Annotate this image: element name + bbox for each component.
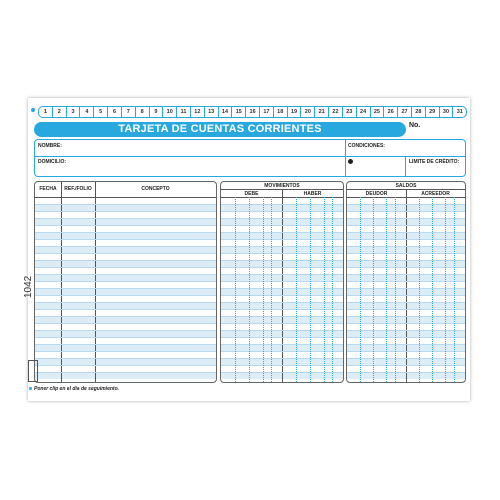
ledger-concepto-box [34, 181, 217, 383]
row-line [35, 302, 216, 303]
account-card [23, 98, 470, 401]
row-line [35, 204, 216, 205]
row-stripe [35, 302, 216, 309]
row-line [347, 260, 465, 261]
haber-header: HABER [303, 191, 322, 197]
day-cell: 29 [425, 107, 439, 117]
day-cell: 21 [314, 107, 328, 117]
row-line [35, 309, 216, 310]
row-line [35, 246, 216, 247]
row-line [35, 344, 216, 345]
row-line [347, 204, 465, 205]
day-cell: 1 [43, 109, 47, 115]
row-line [35, 323, 216, 324]
customer-fields-box [34, 139, 466, 177]
header-divider [347, 197, 465, 198]
row-stripe [35, 344, 216, 351]
day-cell: 11 [176, 107, 190, 117]
row-line [347, 330, 465, 331]
row-line [35, 239, 216, 240]
amount-guide [360, 197, 361, 382]
day-strip [38, 106, 467, 118]
domicilio-label: DOMICILIO: [38, 159, 67, 165]
row-stripe [35, 358, 216, 365]
day-cell: 5 [93, 107, 107, 117]
clip-note: Poner clip en el día de seguimiento. [34, 386, 120, 392]
row-line [347, 316, 465, 317]
row-stripe [35, 372, 216, 379]
row-line [347, 253, 465, 254]
row-line [347, 295, 465, 296]
saldos-header: SALDOS [395, 183, 417, 189]
row-line [35, 358, 216, 359]
ledger-saldos-box [346, 181, 466, 383]
row-line [35, 316, 216, 317]
day-cell: 12 [190, 107, 204, 117]
row-line [347, 344, 465, 345]
day-cell: 27 [397, 107, 411, 117]
day-cell: 13 [204, 107, 218, 117]
day-cell: 14 [218, 107, 232, 117]
row-line [35, 218, 216, 219]
row-line [347, 302, 465, 303]
row-stripe [35, 288, 216, 295]
day-cell: 7 [121, 107, 135, 117]
amount-guide [296, 197, 297, 382]
fecha-header: FECHA [39, 186, 57, 192]
day-cell: 24 [356, 107, 370, 117]
day-cell: 3 [66, 107, 80, 117]
row-line [347, 211, 465, 212]
day-cell: 23 [342, 107, 356, 117]
clip-note-dot [29, 387, 32, 390]
publisher-logo [28, 360, 38, 382]
amount-guide [271, 197, 272, 382]
form-number: 1042 [23, 275, 34, 298]
amount-guide [324, 197, 325, 382]
day-cell: 16 [245, 107, 259, 117]
concepto-header: CONCEPTO [141, 186, 170, 192]
amount-guide [263, 197, 264, 382]
amount-guide [445, 197, 446, 382]
row-line [347, 267, 465, 268]
row-line [35, 225, 216, 226]
row-line [347, 288, 465, 289]
row-line [35, 260, 216, 261]
nombre-label: NOMBRE: [38, 143, 62, 149]
row-line [35, 274, 216, 275]
ledger-movimientos-box [220, 181, 344, 383]
row-stripe [35, 316, 216, 323]
row-line [347, 365, 465, 366]
condiciones-label: CONDICIONES: [348, 143, 385, 149]
day-cell: 20 [300, 107, 314, 117]
row-line [35, 253, 216, 254]
day-cell: 26 [383, 107, 397, 117]
day-cell: 2 [52, 107, 66, 117]
amount-guide [235, 197, 236, 382]
row-line [35, 211, 216, 212]
row-stripe [35, 274, 216, 281]
row-line [347, 239, 465, 240]
row-line [347, 281, 465, 282]
card-title: TARJETA DE CUENTAS CORRIENTES [34, 122, 406, 137]
amount-guide [454, 197, 455, 382]
row-line [35, 288, 216, 289]
day-cell: 25 [370, 107, 384, 117]
row-stripe [35, 204, 216, 211]
day-cell: 8 [135, 107, 149, 117]
acreedor-header: ACREEDOR [421, 191, 450, 197]
amount-guide [310, 197, 311, 382]
row-line [347, 274, 465, 275]
day-cell: 18 [273, 107, 287, 117]
row-line [347, 323, 465, 324]
debe-header: DEBE [244, 191, 259, 197]
row-line [347, 358, 465, 359]
day-cell: 22 [328, 107, 342, 117]
day-cell: 19 [287, 107, 301, 117]
day-cell: 9 [149, 107, 163, 117]
row-line [347, 372, 465, 373]
amount-guide [386, 197, 387, 382]
amount-guide [432, 197, 433, 382]
row-line [347, 337, 465, 338]
day-cell: 6 [107, 107, 121, 117]
row-stripe [35, 232, 216, 239]
clip-marker-dot [31, 108, 35, 112]
row-line [347, 309, 465, 310]
row-line [35, 337, 216, 338]
clock-icon [348, 159, 353, 164]
row-stripe [35, 260, 216, 267]
row-line [347, 232, 465, 233]
amount-guide [395, 197, 396, 382]
row-line [35, 281, 216, 282]
movimientos-header: MOVIMIENTOS [264, 183, 300, 189]
row-stripe [35, 246, 216, 253]
row-line [347, 225, 465, 226]
day-cell: 30 [439, 107, 453, 117]
row-line [35, 372, 216, 373]
header-divider [35, 197, 216, 198]
limite-credito-label: LIMITE DE CRÉDITO: [409, 159, 460, 165]
day-cell: 4 [79, 107, 93, 117]
day-cell: 17 [259, 107, 273, 117]
row-line [35, 267, 216, 268]
row-line [35, 365, 216, 366]
day-cell: 15 [231, 107, 245, 117]
day-cell: 10 [162, 107, 176, 117]
day-cell: 31 [452, 107, 466, 117]
row-stripe [35, 218, 216, 225]
day-cell: 28 [411, 107, 425, 117]
row-line [35, 295, 216, 296]
row-line [35, 330, 216, 331]
number-label: No. [409, 122, 421, 129]
amount-guide [249, 197, 250, 382]
row-line [347, 246, 465, 247]
row-line [347, 351, 465, 352]
row-line [35, 232, 216, 233]
ref-folio-header: REF./FOLIO [64, 186, 92, 192]
amount-guide [419, 197, 420, 382]
row-line [35, 351, 216, 352]
row-stripe [35, 330, 216, 337]
amount-guide [332, 197, 333, 382]
row-line [347, 218, 465, 219]
amount-guide [373, 197, 374, 382]
deudor-header: DEUDOR [365, 191, 388, 197]
